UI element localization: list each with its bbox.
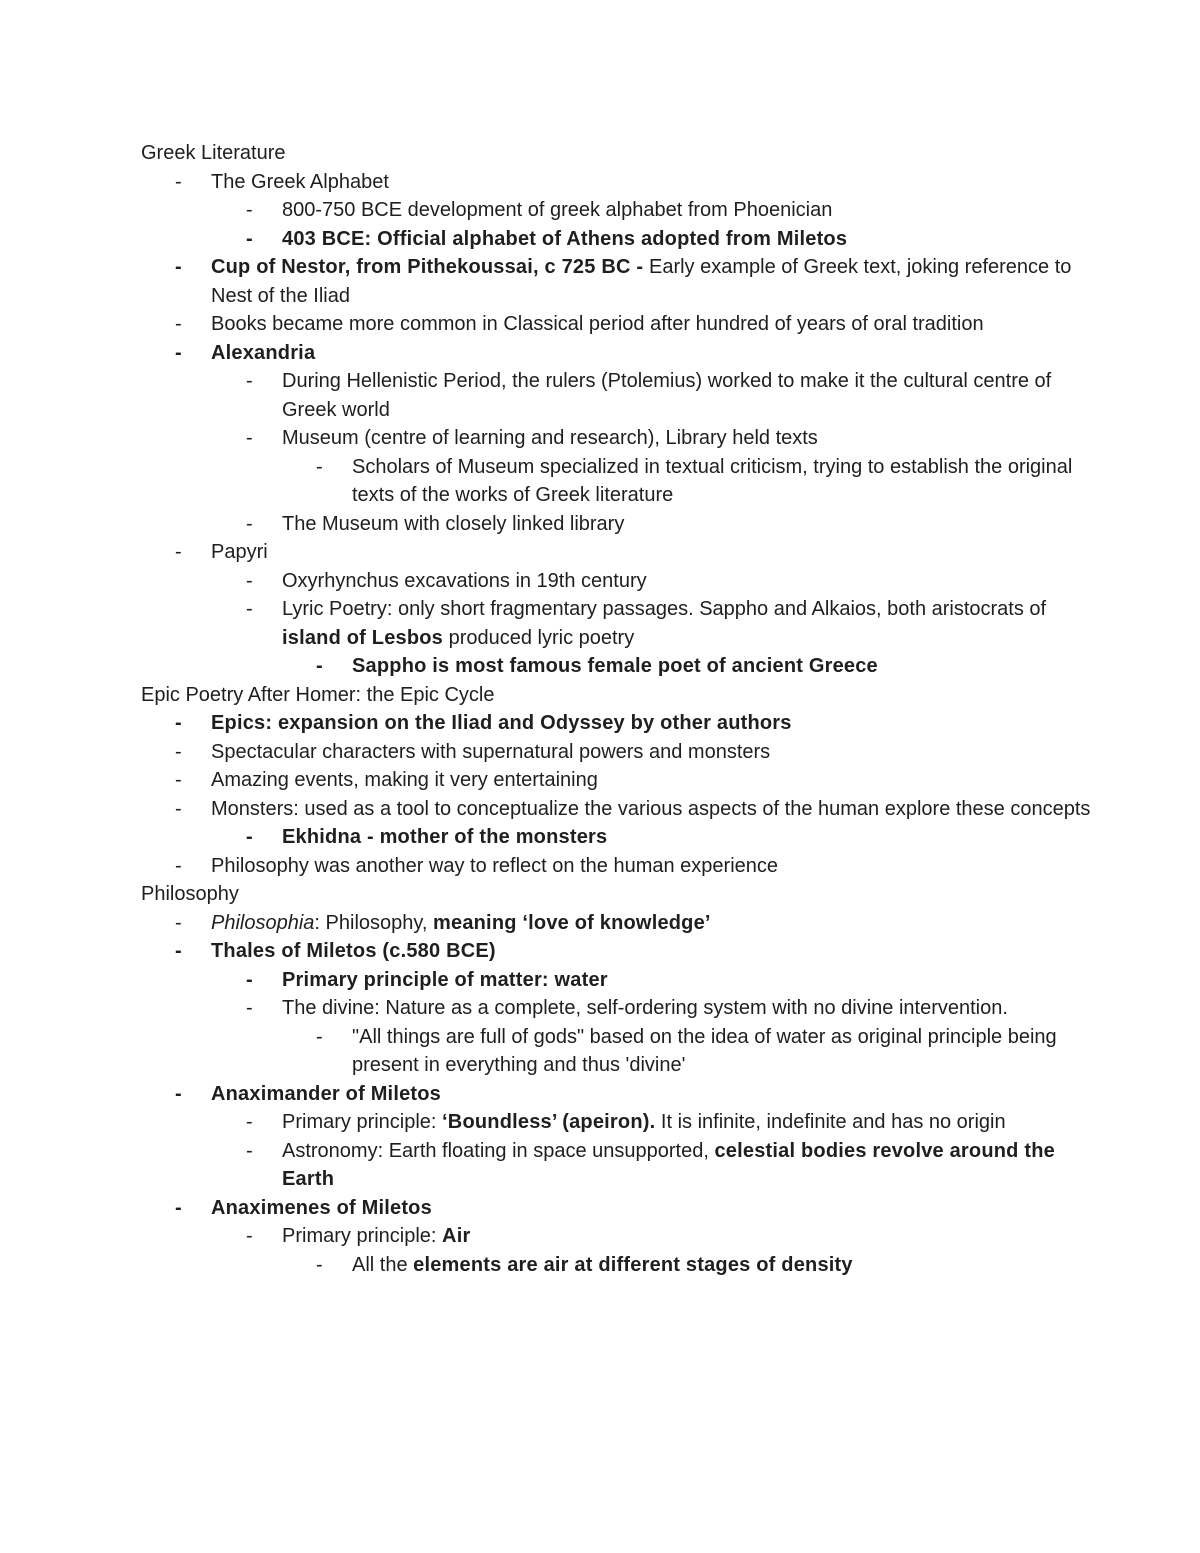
bullet-dash: -: [175, 769, 182, 791]
bold-text: ‘Boundless’ (apeiron).: [442, 1111, 656, 1133]
list-item: [141, 1194, 1101, 1223]
text-run: Lyric Poetry: only short fragmentary passages. Sappho and Alkaios, both aristocrats of: [282, 598, 1047, 620]
list-item-text: [211, 712, 792, 734]
list-item: [141, 453, 1101, 510]
list-item: [141, 652, 1101, 681]
section-heading: Greek Literature: [141, 142, 286, 164]
bullet-dash: -: [175, 1082, 182, 1105]
list-item: [141, 937, 1101, 966]
bold-text: Alexandria: [211, 341, 316, 364]
bold-text: Air: [442, 1225, 471, 1247]
bullet-dash: -: [246, 1111, 253, 1133]
list-item: [141, 253, 1101, 310]
bold-text: Thales of Miletos (c.580 BCE): [211, 940, 496, 962]
list-item-text: [211, 855, 778, 877]
text-run: The Museum with closely linked library: [282, 512, 625, 535]
bold-text: meaning ‘love of knowledge’: [433, 911, 711, 934]
list-item: [141, 994, 1101, 1023]
document-body: [141, 139, 1101, 1279]
list-item: [141, 1137, 1101, 1194]
bullet-dash: -: [175, 940, 182, 962]
list-item: [141, 567, 1101, 596]
text-run: Spectacular characters with supernatural powers and monsters: [211, 740, 771, 763]
text-run: During Hellenistic Period, the rulers (Ptolemius) worked to make it the cultural centre of Greek world: [282, 370, 1052, 421]
bullet-dash: -: [246, 1139, 253, 1162]
bold-text: Cup of Nestor, from Pithekoussai, c 725 BC -: [211, 256, 649, 278]
list-item: [141, 339, 1101, 368]
bold-text: Ekhidna - mother of the monsters: [282, 826, 608, 848]
bullet-dash: -: [175, 170, 182, 193]
text-run: Primary principle:: [282, 1111, 443, 1133]
bullet-dash: -: [175, 911, 182, 934]
list-item-text: [352, 1254, 853, 1276]
list-item: [141, 168, 1101, 197]
bullet-dash: -: [246, 569, 253, 592]
bullet-dash: -: [175, 313, 182, 335]
text-run: The divine: Nature as a complete, self-ordering system with no divine intervention.: [282, 997, 1008, 1019]
bullet-dash: -: [175, 854, 182, 877]
list-item: [141, 909, 1101, 938]
bold-text: island of Lesbos: [282, 626, 444, 649]
bullet-dash: -: [246, 512, 253, 535]
bold-text: 403 BCE: Official alphabet of Athens adopted from Miletos: [282, 227, 848, 250]
section-heading: Epic Poetry After Homer: the Epic Cycle: [141, 683, 495, 706]
italic-text: Philosophia: [211, 911, 315, 934]
bullet-dash: -: [246, 598, 253, 620]
bold-text: Epics: expansion on the Iliad and Odyssey by other authors: [211, 712, 792, 734]
list-item-text: [282, 969, 608, 991]
list-item: [141, 225, 1101, 254]
list-item-text: [211, 1083, 441, 1105]
list-item: [141, 966, 1101, 995]
list-item: [141, 709, 1101, 738]
text-run: Monsters: used as a tool to conceptualize the various aspects of the human explore these concepts: [211, 797, 1091, 820]
list-item-text: [211, 342, 315, 364]
list-item-text: [211, 1197, 432, 1219]
list-item: [141, 510, 1101, 539]
bullet-dash: -: [246, 427, 253, 449]
text-run: It is infinite, indefinite and has no origin: [655, 1111, 1006, 1133]
list-item: [141, 852, 1101, 881]
list-item-text: [211, 912, 711, 934]
text-run: 800-750 BCE development of greek alphabet from Phoenician: [282, 199, 833, 221]
text-run: Papyri: [211, 541, 268, 563]
bold-text: Primary principle of matter: water: [282, 968, 608, 991]
bullet-dash: -: [246, 227, 253, 250]
list-item-text: [282, 513, 624, 535]
text-run: Scholars of Museum specialized in textual criticism, trying to establish the original texts of the works of Greek literature: [352, 455, 1073, 506]
list-item-text: [211, 940, 496, 962]
section-heading: Philosophy: [141, 883, 239, 905]
list-item-text: [211, 541, 268, 563]
bullet-dash: -: [246, 997, 253, 1019]
text-run: Philosophy was another way to reflect on the human experience: [211, 854, 779, 877]
list-item: [141, 823, 1101, 852]
bullet-dash: -: [246, 826, 253, 848]
list-item: [141, 424, 1101, 453]
list-item: [141, 595, 1101, 652]
bullet-dash: -: [246, 968, 253, 991]
bold-text: Sappho is most famous female poet of ancient Greece: [352, 655, 878, 677]
text-run: All the: [352, 1253, 414, 1276]
text-run: The Greek Alphabet: [211, 170, 389, 193]
list-item-text: [282, 1140, 1055, 1191]
text-run: Museum (centre of learning and research), Library held texts: [282, 427, 818, 449]
bold-text: Anaximander of Miletos: [211, 1082, 441, 1105]
list-item: [141, 1251, 1101, 1280]
bold-text: elements are air at different stages of density: [413, 1253, 853, 1276]
list-item-text: [211, 171, 389, 193]
list-item: [141, 538, 1101, 567]
list-item-text: [282, 228, 847, 250]
list-item-text: [282, 598, 1046, 649]
text-run: Primary principle:: [282, 1225, 443, 1247]
bullet-dash: -: [175, 712, 182, 734]
bullet-dash: -: [246, 1225, 253, 1247]
bullet-dash: -: [316, 455, 323, 478]
list-item: [141, 196, 1101, 225]
list-item: [141, 310, 1101, 339]
bullet-dash: -: [175, 341, 182, 364]
bullet-dash: -: [246, 370, 253, 392]
bold-text: celestial bodies revolve around the Earth: [282, 1139, 1055, 1190]
list-item-text: [211, 769, 598, 791]
text-run: : Philosophy,: [314, 911, 434, 934]
bullet-dash: -: [175, 797, 182, 820]
list-item-text: [282, 826, 607, 848]
list-item-text: [211, 256, 1071, 307]
text-run: "All things are full of gods" based on the idea of water as original principle being present in everything and thus 'divine': [352, 1025, 1057, 1076]
bold-text: Anaximenes of Miletos: [211, 1196, 432, 1219]
bullet-dash: -: [316, 1253, 323, 1276]
list-item-text: [352, 655, 878, 677]
list-item: [141, 367, 1101, 424]
bullet-dash: -: [316, 655, 323, 677]
text-run: Oxyrhynchus excavations in 19th century: [282, 569, 647, 592]
text-run: Amazing events, making it very entertaining: [211, 769, 598, 791]
list-item-text: [352, 456, 1072, 507]
bullet-dash: -: [175, 740, 182, 763]
list-item-text: [211, 313, 984, 335]
text-run: Astronomy: Earth floating in space unsupported,: [282, 1139, 715, 1162]
bullet-dash: -: [316, 1025, 323, 1048]
list-item-text: [282, 1111, 1006, 1133]
list-item: [141, 1108, 1101, 1137]
list-item-text: [211, 741, 770, 763]
list-item: [141, 795, 1101, 824]
list-item-text: [282, 997, 1008, 1019]
bullet-dash: -: [246, 199, 253, 221]
list-item-text: [282, 1225, 470, 1247]
text-run: Early example of Greek text, joking reference to Nest of the Iliad: [211, 256, 1072, 307]
bullet-dash: -: [175, 1196, 182, 1219]
list-item: [141, 766, 1101, 795]
list-item-text: [211, 798, 1090, 820]
list-item-text: [352, 1026, 1057, 1077]
text-run: Books became more common in Classical period after hundred of years of oral tradition: [211, 313, 984, 335]
list-item-text: [282, 370, 1051, 421]
list-item: [141, 1023, 1101, 1080]
list-item: [141, 1222, 1101, 1251]
bullet-dash: -: [175, 541, 182, 563]
list-item-text: [282, 427, 818, 449]
list-item: [141, 1080, 1101, 1109]
list-item: [141, 738, 1101, 767]
text-run: produced lyric poetry: [443, 626, 635, 649]
bullet-dash: -: [175, 256, 182, 278]
list-item-text: [282, 570, 647, 592]
list-item-text: [282, 199, 832, 221]
